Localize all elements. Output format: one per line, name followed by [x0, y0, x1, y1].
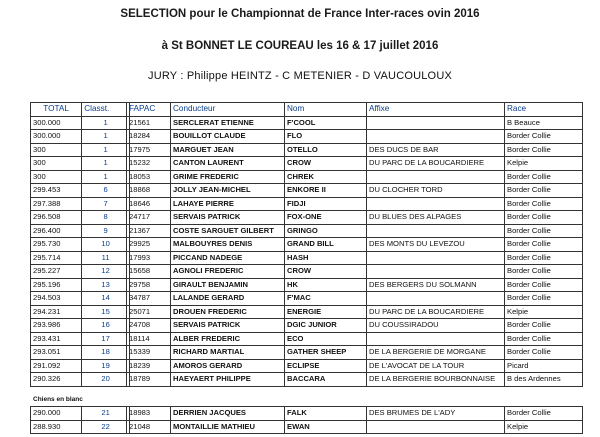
classt-cell: 1 [82, 143, 130, 157]
nom-cell: FALK [285, 407, 367, 421]
race-cell: Border Collie [505, 319, 583, 333]
classt-cell: 19 [82, 359, 130, 373]
race-cell: Border Collie [505, 265, 583, 279]
classt-cell: 17 [82, 332, 130, 346]
score-row [31, 184, 130, 198]
conducteur-cell: CANTON LAURENT [171, 157, 285, 171]
fapac-cell: 21048 [127, 420, 171, 434]
nom-cell: GRAND BILL [285, 238, 367, 252]
classt-cell: 22 [82, 420, 130, 434]
table-row [127, 319, 583, 333]
document-subtitle: à St BONNET LE COUREAU les 16 & 17 juillet 2016 [161, 40, 439, 52]
blanc-score-table [30, 406, 130, 434]
total-cell: 295.730 [31, 238, 82, 252]
total-cell: 299.453 [31, 184, 82, 198]
score-row [31, 238, 130, 252]
score-row [31, 373, 130, 387]
race-cell: Border Collie [505, 278, 583, 292]
chiens-en-blanc-label: Chiens en blanc [33, 396, 83, 403]
affixe-cell: DES DUCS DE BAR [367, 143, 505, 157]
nom-cell: OTELLO [285, 143, 367, 157]
classt-cell: 13 [82, 278, 130, 292]
conducteur-cell: PICCAND NADEGE [171, 251, 285, 265]
conducteur-cell: MONTAILLIE MATHIEU [171, 420, 285, 434]
classt-cell: 8 [82, 211, 130, 225]
nom-cell: ENERGIE [285, 305, 367, 319]
affixe-cell: DES BRUMES DE L'ADY [367, 407, 505, 421]
conducteur-cell: SERVAIS PATRICK [171, 319, 285, 333]
conducteur-cell: HAEYAERT PHILIPPE [171, 373, 285, 387]
fapac-cell: 18983 [127, 407, 171, 421]
score-row [31, 224, 130, 238]
fapac-cell: 29758 [127, 278, 171, 292]
table-row [127, 420, 583, 434]
affixe-cell [367, 130, 505, 144]
classt-cell: 1 [82, 170, 130, 184]
total-cell: 293.051 [31, 346, 82, 360]
classt-cell: 9 [82, 224, 130, 238]
race-cell: Border Collie [505, 130, 583, 144]
total-cell: 291.092 [31, 359, 82, 373]
total-cell: 294.503 [31, 292, 82, 306]
classt-cell: 7 [82, 197, 130, 211]
score-row [31, 143, 130, 157]
conducteur-cell: ALBER FREDERIC [171, 332, 285, 346]
classt-cell: 14 [82, 292, 130, 306]
fapac-cell: 18646 [127, 197, 171, 211]
race-cell: Border Collie [505, 251, 583, 265]
header-fapac: FAPAC [127, 103, 171, 117]
nom-cell: GRINGO [285, 224, 367, 238]
fapac-cell: 29925 [127, 238, 171, 252]
nom-cell: ECLIPSE [285, 359, 367, 373]
fapac-cell: 34787 [127, 292, 171, 306]
affixe-cell: DU PARC DE LA BOUCARDIERE [367, 305, 505, 319]
table-row [127, 197, 583, 211]
table-row [127, 265, 583, 279]
score-row [31, 319, 130, 333]
total-cell: 300 [31, 170, 82, 184]
score-row [31, 170, 130, 184]
race-cell: Picard [505, 359, 583, 373]
table-row [127, 211, 583, 225]
score-row [31, 197, 130, 211]
affixe-cell [367, 170, 505, 184]
affixe-cell: DES BERGERS DU SOLMANN [367, 278, 505, 292]
nom-cell: DGIC JUNIOR [285, 319, 367, 333]
affixe-cell: DU PARC DE LA BOUCARDIERE [367, 157, 505, 171]
header-conducteur: Conducteur [171, 103, 285, 117]
table-row [127, 346, 583, 360]
conducteur-cell: JOLLY JEAN-MICHEL [171, 184, 285, 198]
score-row [31, 420, 130, 434]
table-row [127, 143, 583, 157]
total-cell: 290.326 [31, 373, 82, 387]
results-header-row [127, 103, 583, 117]
total-cell: 300.000 [31, 130, 82, 144]
fapac-cell: 15658 [127, 265, 171, 279]
fapac-cell: 17993 [127, 251, 171, 265]
race-cell: Border Collie [505, 211, 583, 225]
header-race: Race [505, 103, 583, 117]
total-cell: 296.508 [31, 211, 82, 225]
nom-cell: ECO [285, 332, 367, 346]
affixe-cell: DU COUSSIRADOU [367, 319, 505, 333]
race-cell: Border Collie [505, 184, 583, 198]
nom-cell: HK [285, 278, 367, 292]
table-row [127, 278, 583, 292]
nom-cell: FLO [285, 130, 367, 144]
conducteur-cell: RICHARD MARTIAL [171, 346, 285, 360]
score-row [31, 251, 130, 265]
nom-cell: CROW [285, 157, 367, 171]
score-row [31, 157, 130, 171]
race-cell: Border Collie [505, 170, 583, 184]
conducteur-cell: MALBOUYRES DENIS [171, 238, 285, 252]
race-cell: Border Collie [505, 238, 583, 252]
fapac-cell: 18053 [127, 170, 171, 184]
classt-cell: 6 [82, 184, 130, 198]
total-cell: 295.227 [31, 265, 82, 279]
classt-cell: 10 [82, 238, 130, 252]
conducteur-cell: DERRIEN JACQUES [171, 407, 285, 421]
nom-cell: HASH [285, 251, 367, 265]
conducteur-cell: COSTE SARGUET GILBERT [171, 224, 285, 238]
conducteur-cell: LALANDE GERARD [171, 292, 285, 306]
table-row [127, 170, 583, 184]
blanc-results-table [126, 406, 583, 434]
total-cell: 294.231 [31, 305, 82, 319]
fapac-cell: 17975 [127, 143, 171, 157]
table-row [127, 332, 583, 346]
nom-cell: FOX-ONE [285, 211, 367, 225]
score-header-row [31, 103, 130, 117]
fapac-cell: 15339 [127, 346, 171, 360]
conducteur-cell: SERVAIS PATRICK [171, 211, 285, 225]
conducteur-cell: GRIME FREDERIC [171, 170, 285, 184]
header-total: TOTAL [31, 103, 82, 117]
nom-cell: F'MAC [285, 292, 367, 306]
score-row [31, 265, 130, 279]
total-cell: 300.000 [31, 116, 82, 130]
score-row [31, 305, 130, 319]
classt-cell: 11 [82, 251, 130, 265]
affixe-cell [367, 265, 505, 279]
fapac-cell: 18868 [127, 184, 171, 198]
jury-line: JURY : Philippe HEINTZ - C METENIER - D VAUCOULOUX [148, 70, 452, 82]
race-cell: Border Collie [505, 332, 583, 346]
nom-cell: CHREK [285, 170, 367, 184]
fapac-cell: 18789 [127, 373, 171, 387]
total-cell: 288.930 [31, 420, 82, 434]
race-cell: Border Collie [505, 346, 583, 360]
fapac-cell: 25071 [127, 305, 171, 319]
nom-cell: F'COOL [285, 116, 367, 130]
score-row [31, 359, 130, 373]
affixe-cell [367, 251, 505, 265]
table-row [127, 407, 583, 421]
score-row [31, 211, 130, 225]
classt-cell: 16 [82, 319, 130, 333]
fapac-cell: 18114 [127, 332, 171, 346]
fapac-cell: 24717 [127, 211, 171, 225]
nom-cell: ENKORE II [285, 184, 367, 198]
nom-cell: CROW [285, 265, 367, 279]
document-title: SELECTION pour le Championnat de France Inter-races ovin 2016 [120, 8, 480, 20]
classt-cell: 12 [82, 265, 130, 279]
fapac-cell: 18284 [127, 130, 171, 144]
header-nom: Nom [285, 103, 367, 117]
results-table [126, 102, 583, 387]
total-cell: 297.388 [31, 197, 82, 211]
race-cell: Kelpie [505, 157, 583, 171]
score-row [31, 292, 130, 306]
conducteur-cell: AMOROS GERARD [171, 359, 285, 373]
table-row [127, 224, 583, 238]
affixe-cell [367, 116, 505, 130]
race-cell: Border Collie [505, 143, 583, 157]
affixe-cell [367, 224, 505, 238]
classt-cell: 1 [82, 116, 130, 130]
header-classt: Classt. [82, 103, 130, 117]
total-cell: 300 [31, 143, 82, 157]
conducteur-cell: DROUEN FREDERIC [171, 305, 285, 319]
affixe-cell [367, 197, 505, 211]
race-cell: Border Collie [505, 224, 583, 238]
race-cell: Border Collie [505, 197, 583, 211]
table-row [127, 238, 583, 252]
affixe-cell: DU CLOCHER TORD [367, 184, 505, 198]
score-row [31, 116, 130, 130]
table-row [127, 184, 583, 198]
affixe-cell: DU BLUES DES ALPAGES [367, 211, 505, 225]
conducteur-cell: GIRAULT BENJAMIN [171, 278, 285, 292]
classt-cell: 18 [82, 346, 130, 360]
score-row [31, 332, 130, 346]
conducteur-cell: LAHAYE PIERRE [171, 197, 285, 211]
race-cell: Border Collie [505, 292, 583, 306]
fapac-cell: 18239 [127, 359, 171, 373]
affixe-cell [367, 332, 505, 346]
score-row [31, 346, 130, 360]
classt-cell: 1 [82, 157, 130, 171]
race-cell: Kelpie [505, 305, 583, 319]
table-row [127, 157, 583, 171]
total-cell: 296.400 [31, 224, 82, 238]
conducteur-cell: MARGUET JEAN [171, 143, 285, 157]
total-cell: 293.986 [31, 319, 82, 333]
nom-cell: EWAN [285, 420, 367, 434]
total-cell: 290.000 [31, 407, 82, 421]
total-cell: 293.431 [31, 332, 82, 346]
score-row [31, 407, 130, 421]
table-row [127, 359, 583, 373]
race-cell: Border Collie [505, 407, 583, 421]
nom-cell: GATHER SHEEP [285, 346, 367, 360]
score-table [30, 102, 130, 387]
classt-cell: 21 [82, 407, 130, 421]
classt-cell: 1 [82, 130, 130, 144]
conducteur-cell: SERCLERAT ETIENNE [171, 116, 285, 130]
table-row [127, 116, 583, 130]
score-row [31, 278, 130, 292]
race-cell: B des Ardennes [505, 373, 583, 387]
total-cell: 295.714 [31, 251, 82, 265]
conducteur-cell: BOUILLOT CLAUDE [171, 130, 285, 144]
table-row [127, 373, 583, 387]
classt-cell: 20 [82, 373, 130, 387]
race-cell: B Beauce [505, 116, 583, 130]
affixe-cell [367, 292, 505, 306]
table-row [127, 130, 583, 144]
table-row [127, 305, 583, 319]
nom-cell: FIDJI [285, 197, 367, 211]
conducteur-cell: AGNOLI FREDERIC [171, 265, 285, 279]
table-row [127, 251, 583, 265]
race-cell: Kelpie [505, 420, 583, 434]
header-affixe: Affixe [367, 103, 505, 117]
affixe-cell: DES MONTS DU LEVEZOU [367, 238, 505, 252]
total-cell: 295.196 [31, 278, 82, 292]
classt-cell: 15 [82, 305, 130, 319]
table-row [127, 292, 583, 306]
total-cell: 300 [31, 157, 82, 171]
fapac-cell: 21367 [127, 224, 171, 238]
fapac-cell: 15232 [127, 157, 171, 171]
fapac-cell: 24708 [127, 319, 171, 333]
score-row [31, 130, 130, 144]
affixe-cell: DE LA BERGERIE DE MORGANE [367, 346, 505, 360]
affixe-cell [367, 420, 505, 434]
affixe-cell: DE L'AVOCAT DE LA TOUR [367, 359, 505, 373]
nom-cell: BACCARA [285, 373, 367, 387]
fapac-cell: 21561 [127, 116, 171, 130]
affixe-cell: DE LA BERGERIE BOURBONNAISE [367, 373, 505, 387]
